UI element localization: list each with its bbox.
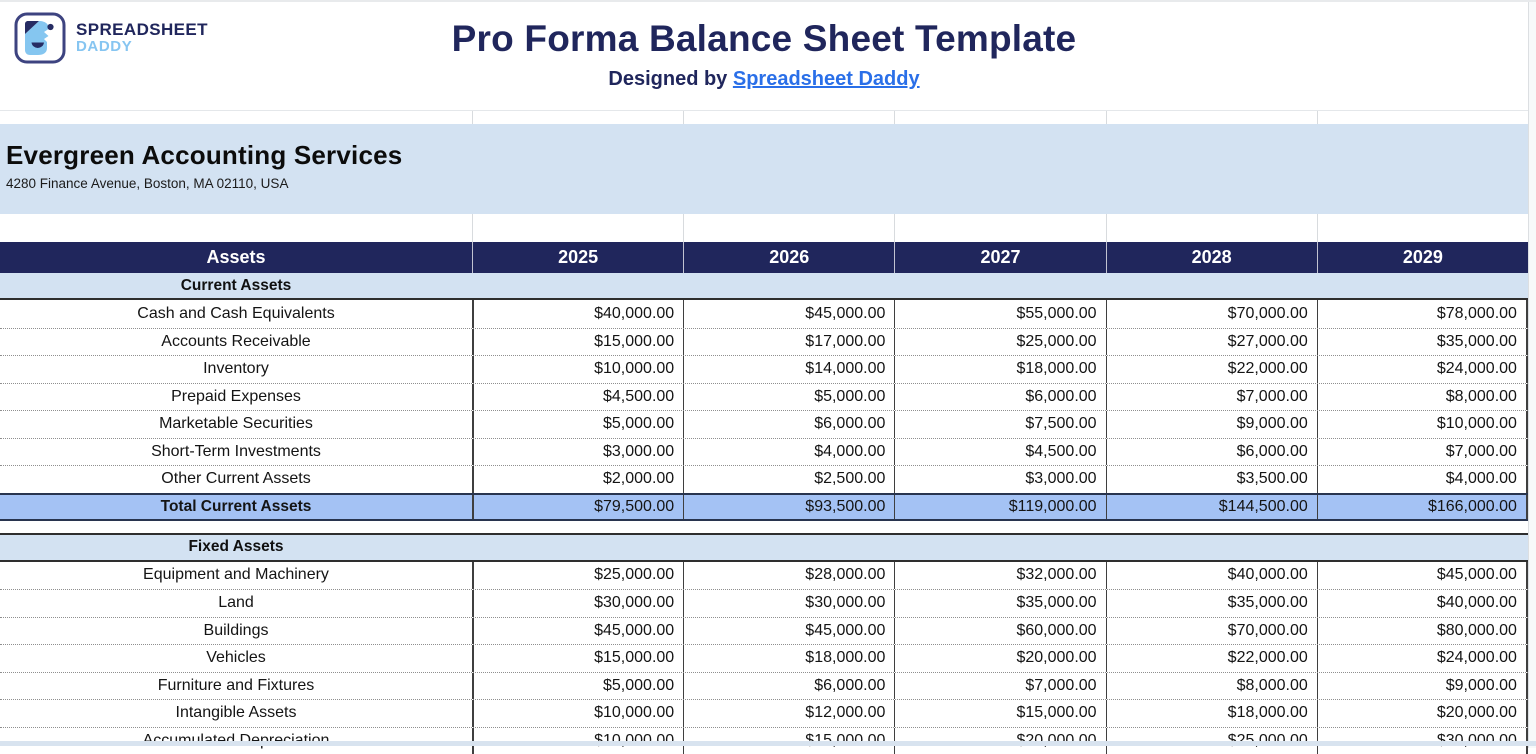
cell-value[interactable]: $12,000.00 (683, 700, 894, 727)
cell-value[interactable]: $20,000.00 (894, 645, 1105, 672)
cell-value[interactable]: $15,000.00 (894, 700, 1105, 727)
company-name[interactable]: Evergreen Accounting Services (6, 140, 1536, 171)
spreadsheet-daddy-link[interactable]: Spreadsheet Daddy (733, 68, 920, 90)
gridline-band-top (0, 110, 1536, 124)
cell-value[interactable]: $3,000.00 (894, 466, 1105, 493)
cell-label[interactable]: Short-Term Investments (0, 439, 472, 466)
cell-label[interactable]: Land (0, 590, 472, 617)
cell-value[interactable]: $24,000.00 (1317, 645, 1528, 672)
company-header-cell[interactable] (0, 124, 1536, 214)
cell-value[interactable]: $18,000.00 (1106, 700, 1317, 727)
cell-value[interactable]: $6,000.00 (683, 673, 894, 700)
cell-value[interactable]: $55,000.00 (894, 300, 1105, 328)
table-row (0, 699, 1528, 727)
cell-label[interactable]: Buildings (0, 618, 472, 645)
section-header-fixed-assets (0, 533, 1528, 562)
cell-value[interactable]: $22,000.00 (1106, 645, 1317, 672)
bottom-edge-strip (0, 741, 1536, 746)
cell-value[interactable]: $10,000.00 (472, 356, 683, 383)
cell-value[interactable]: $22,000.00 (1106, 356, 1317, 383)
cell-value[interactable]: $45,000.00 (683, 300, 894, 328)
cell-value[interactable]: $3,000.00 (472, 439, 683, 466)
table-row (0, 438, 1528, 466)
cell-value[interactable]: $5,000.00 (683, 384, 894, 411)
cell-value[interactable]: $6,000.00 (1106, 439, 1317, 466)
cell-value[interactable]: $15,000.00 (472, 645, 683, 672)
cell-value[interactable]: $5,000.00 (472, 673, 683, 700)
cell-value[interactable]: $80,000.00 (1317, 618, 1528, 645)
cell-value[interactable]: $4,500.00 (472, 384, 683, 411)
section-title[interactable]: Fixed Assets (0, 538, 472, 556)
title-block (0, 18, 1528, 91)
cell-value[interactable]: $14,000.00 (683, 356, 894, 383)
cell-label[interactable]: Prepaid Expenses (0, 384, 472, 411)
brand-name-top: SPREADSHEET (76, 21, 208, 39)
cell-value[interactable]: $35,000.00 (1317, 329, 1528, 356)
table-row (0, 644, 1528, 672)
cell-value[interactable]: $32,000.00 (894, 562, 1105, 590)
brand-name-bottom: DADDY (76, 39, 208, 55)
cell-value[interactable]: $4,000.00 (683, 439, 894, 466)
cell-value[interactable]: $70,000.00 (1106, 618, 1317, 645)
cell-label[interactable]: Other Current Assets (0, 466, 472, 493)
cell-value[interactable]: $40,000.00 (472, 300, 683, 328)
cell-value[interactable]: $7,000.00 (1106, 384, 1317, 411)
gridline-band-above-table (0, 214, 1536, 242)
cell-value[interactable]: $30,000.00 (472, 590, 683, 617)
right-gutter (1528, 2, 1536, 748)
table-row (0, 672, 1528, 700)
cell-value[interactable]: $3,500.00 (1106, 466, 1317, 493)
cell-value[interactable]: $2,500.00 (683, 466, 894, 493)
column-header-2028[interactable]: 2028 (1106, 242, 1317, 273)
cell-label[interactable]: Cash and Cash Equivalents (0, 300, 472, 328)
total-value[interactable]: $93,500.00 (683, 495, 894, 519)
column-header-assets[interactable]: Assets (0, 242, 472, 273)
cell-value[interactable]: $45,000.00 (1317, 562, 1528, 590)
total-value[interactable]: $119,000.00 (894, 495, 1105, 519)
cell-value[interactable]: $35,000.00 (1106, 590, 1317, 617)
cell-value[interactable]: $7,500.00 (894, 411, 1105, 438)
page-subtitle (0, 68, 1528, 91)
table-row (0, 328, 1528, 356)
section-rows-current-assets (0, 300, 1536, 493)
cell-label[interactable]: Inventory (0, 356, 472, 383)
total-value[interactable]: $144,500.00 (1106, 495, 1317, 519)
page-title: Pro Forma Balance Sheet Template (0, 18, 1528, 60)
cell-value[interactable]: $10,000.00 (472, 700, 683, 727)
cell-value[interactable]: $5,000.00 (472, 411, 683, 438)
total-label[interactable]: Total Current Assets (0, 495, 472, 519)
section-gap (0, 521, 1528, 533)
cell-value[interactable]: $2,000.00 (472, 466, 683, 493)
company-address[interactable]: 4280 Finance Avenue, Boston, MA 02110, USA (6, 176, 1536, 191)
total-value[interactable]: $79,500.00 (472, 495, 683, 519)
cell-value[interactable]: $20,000.00 (1317, 700, 1528, 727)
table-row (0, 465, 1528, 493)
cell-value[interactable]: $25,000.00 (894, 329, 1105, 356)
cell-value[interactable]: $28,000.00 (683, 562, 894, 590)
cell-value[interactable]: $70,000.00 (1106, 300, 1317, 328)
cell-value[interactable]: $30,000.00 (683, 590, 894, 617)
cell-value[interactable]: $45,000.00 (683, 618, 894, 645)
table-row (0, 589, 1528, 617)
total-value[interactable]: $166,000.00 (1317, 495, 1528, 519)
cell-value[interactable]: $24,000.00 (1317, 356, 1528, 383)
cell-value[interactable]: $25,000.00 (472, 562, 683, 590)
balance-table (0, 242, 1536, 754)
cell-value[interactable]: $15,000.00 (472, 329, 683, 356)
column-header-2029[interactable]: 2029 (1317, 242, 1528, 273)
table-row (0, 383, 1528, 411)
table-row (0, 410, 1528, 438)
cell-value[interactable]: $8,000.00 (1106, 673, 1317, 700)
cell-value[interactable]: $4,500.00 (894, 439, 1105, 466)
section-title[interactable]: Current Assets (0, 277, 472, 295)
cell-label[interactable]: Furniture and Fixtures (0, 673, 472, 700)
table-row (0, 562, 1528, 590)
cell-value[interactable]: $8,000.00 (1317, 384, 1528, 411)
cell-label[interactable]: Marketable Securities (0, 411, 472, 438)
cell-value[interactable]: $40,000.00 (1106, 562, 1317, 590)
cell-value[interactable]: $7,000.00 (1317, 439, 1528, 466)
table-row (0, 355, 1528, 383)
section-header-current-assets (0, 273, 1528, 300)
cell-value[interactable]: $40,000.00 (1317, 590, 1528, 617)
cell-value[interactable]: $78,000.00 (1317, 300, 1528, 328)
designed-by-text: Designed by (608, 68, 732, 90)
total-row (0, 493, 1528, 521)
cell-label[interactable]: Equipment and Machinery (0, 562, 472, 590)
cell-value[interactable]: $35,000.00 (894, 590, 1105, 617)
cell-value[interactable]: $6,000.00 (683, 411, 894, 438)
cell-value[interactable]: $45,000.00 (472, 618, 683, 645)
cell-value[interactable]: $6,000.00 (894, 384, 1105, 411)
column-header-2026[interactable]: 2026 (683, 242, 894, 273)
table-header-row (0, 242, 1528, 273)
table-row (0, 300, 1528, 328)
cell-value[interactable]: $4,000.00 (1317, 466, 1528, 493)
cell-value[interactable]: $18,000.00 (683, 645, 894, 672)
cell-label[interactable]: Intangible Assets (0, 700, 472, 727)
cell-value[interactable]: $17,000.00 (683, 329, 894, 356)
cell-value[interactable]: $18,000.00 (894, 356, 1105, 383)
table-row (0, 617, 1528, 645)
cell-value[interactable]: $27,000.00 (1106, 329, 1317, 356)
column-header-2027[interactable]: 2027 (894, 242, 1105, 273)
cell-value[interactable]: $9,000.00 (1317, 673, 1528, 700)
sheet-header (0, 2, 1536, 110)
cell-value[interactable]: $10,000.00 (1317, 411, 1528, 438)
cell-value[interactable]: $60,000.00 (894, 618, 1105, 645)
cell-label[interactable]: Vehicles (0, 645, 472, 672)
cell-label[interactable]: Accounts Receivable (0, 329, 472, 356)
cell-value[interactable]: $7,000.00 (894, 673, 1105, 700)
cell-value[interactable]: $9,000.00 (1106, 411, 1317, 438)
section-rows-fixed-assets (0, 562, 1536, 754)
column-header-2025[interactable]: 2025 (472, 242, 683, 273)
